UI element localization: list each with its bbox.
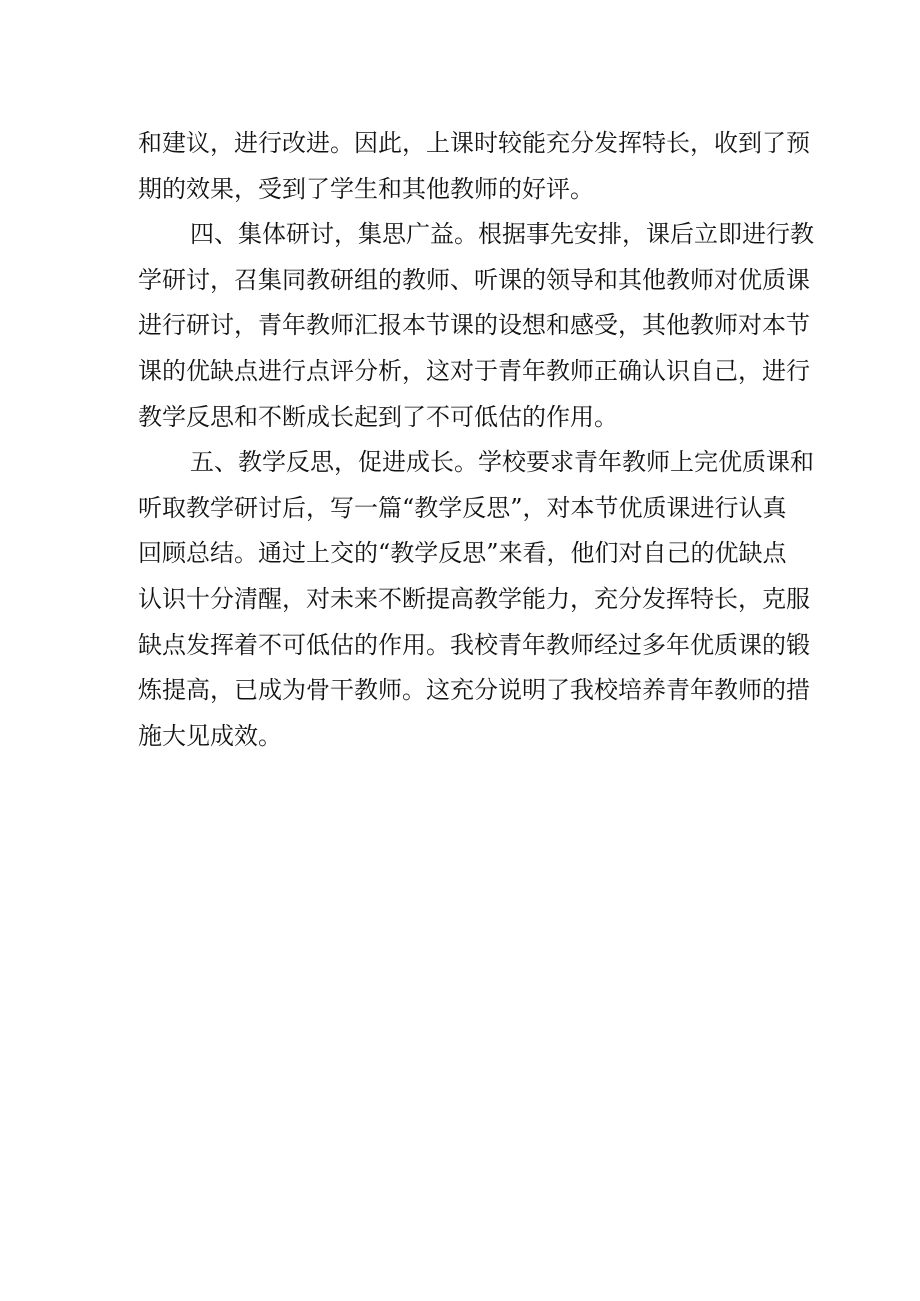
paragraph-3-line-3: 期的效果，受到了学生和其他教师的好评。 [138, 174, 594, 203]
paragraph-5-line-7: 施大见成效。 [138, 721, 282, 750]
paragraph-5-line-2: 听取教学研讨后，写一篇“教学反思”，对本节优质课进行认真 [138, 493, 787, 522]
paragraph-5-line-5: 缺点发挥着不可低估的作用。我校青年教师经过多年优质课的锻 [138, 630, 810, 659]
paragraph-5-line-1: 五、教学反思，促进成长。学校要求青年教师上完优质课和 [190, 448, 814, 477]
paragraph-5-line-6: 炼提高，已成为骨干教师。这充分说明了我校培养青年教师的措 [138, 676, 810, 705]
document-page [138, 121, 814, 759]
paragraph-4-line-3: 进行研讨，青年教师汇报本节课的设想和感受，其他教师对本节 [138, 311, 810, 340]
paragraph-4-line-5: 教学反思和不断成长起到了不可低估的作用。 [138, 402, 618, 431]
paragraph-4-line-1: 四、集体研讨，集思广益。根据事先安排，课后立即进行教 [190, 220, 814, 249]
paragraph-4-line-4: 课的优缺点进行点评分析，这对于青年教师正确认识自己，进行 [138, 356, 810, 385]
paragraph-5-line-4: 认识十分清醒，对未来不断提高教学能力，充分发挥特长，克服 [138, 584, 810, 613]
paragraph-3-line-2: 和建议，进行改进。因此，上课时较能充分发挥特长，收到了预 [138, 129, 810, 157]
paragraph-5-line-3: 回顾总结。通过上交的“教学反思”来看，他们对自己的优缺点 [138, 539, 787, 568]
paragraph-4-line-2: 学研讨，召集同教研组的教师、听课的领导和其他教师对优质课 [138, 265, 810, 294]
